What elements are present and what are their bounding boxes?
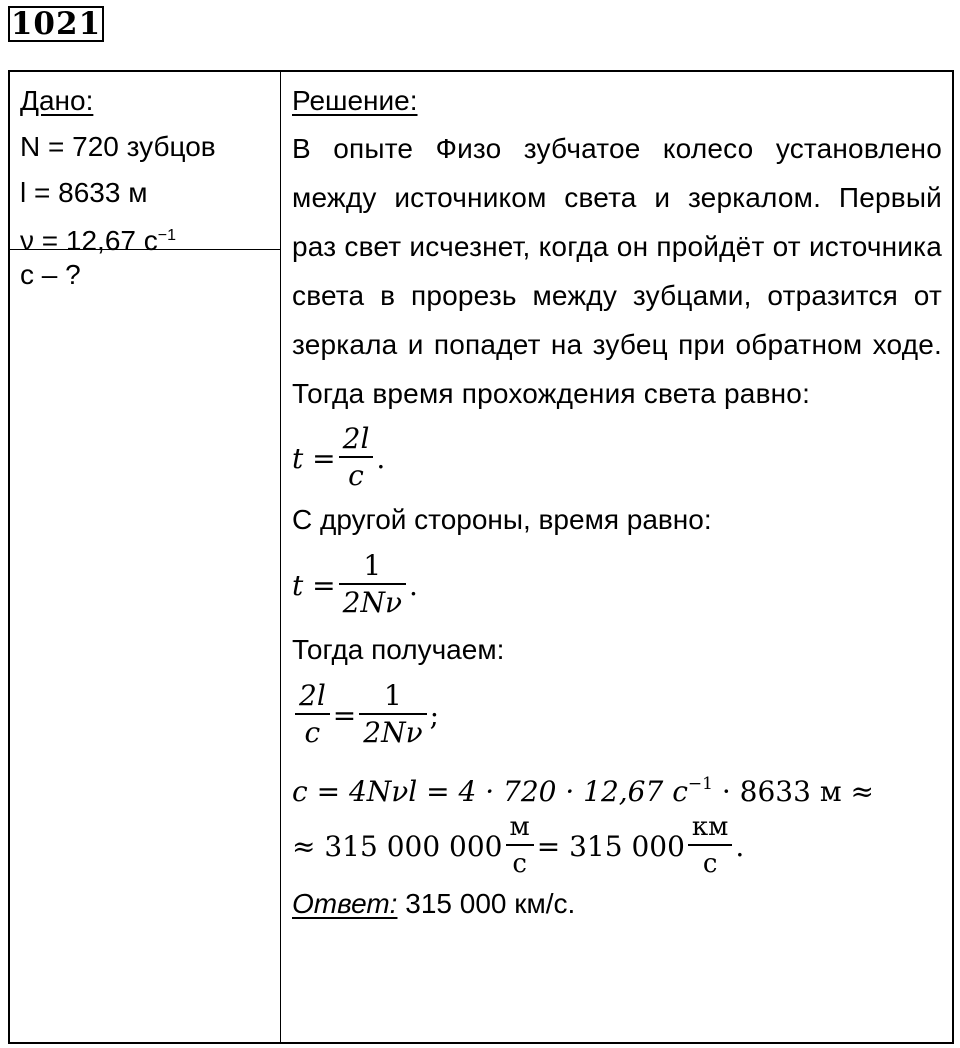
answer-value: 315 000 км/с. <box>397 888 576 919</box>
given-line-l: l = 8633 м <box>20 177 148 208</box>
problem-number: 1021 <box>8 6 104 42</box>
answer-label: Ответ: <box>292 888 398 919</box>
solution-paragraph: В опыте Физо зубчатое колесо установлено между источником света и зеркалом. Первый раз свет исчезнет, когда он пройдёт от источника света в прорезь между зубцами, отразится от зеркала и попадет на зубец при обратном ходе. Тогда время прохождения света равно: <box>292 133 942 409</box>
fraction: $\frac{2l}{c}$ <box>339 422 374 494</box>
then-get-text: Тогда получаем: <box>292 634 505 665</box>
given-header: Дано: <box>20 85 94 116</box>
given-line-n: N = 720 зубцов <box>20 131 216 162</box>
column-divider <box>280 72 281 1042</box>
fraction: $\frac{1}{2N\nu}$ <box>339 549 406 621</box>
fraction: $\frac{1}{2N\nu}$ <box>359 679 426 751</box>
nu-exponent: −1 <box>157 227 177 244</box>
given-section <box>20 78 275 256</box>
given-line-nu: ν = 12,67 $с^{-1}$ <box>20 225 177 256</box>
equation-time-2: t = $\frac{1}{2N\nu}$ . <box>292 549 418 619</box>
find-text: с – ? <box>20 259 81 290</box>
equation-speed: c = 4Nνl = 4 · 720 · 12,67 $с^{-1} \cdot 8633$ м ≈ <box>292 774 874 808</box>
unit-fraction: $\frac{м}{с}$ <box>506 810 534 882</box>
unit-fraction: $\frac{км}{с}$ <box>688 810 732 882</box>
equation-result: ≈ 315 000 000 $\frac{м}{с}$ = 315 000 $\frac{км}{с}$ . <box>292 810 942 882</box>
answer <box>292 884 942 924</box>
fraction: $\frac{2l}{c}$ <box>295 679 330 751</box>
solution-section <box>292 78 942 924</box>
solution-table <box>8 70 954 1044</box>
solution-header: Решение: <box>292 85 418 116</box>
equation-equality: $\frac{2l}{c}$ = $\frac{1}{2N\nu}$ ; <box>292 672 942 758</box>
other-side-text: С другой стороны, время равно: <box>292 504 712 535</box>
equation-time-1: t = $\frac{2l}{c}$ . <box>292 422 386 492</box>
